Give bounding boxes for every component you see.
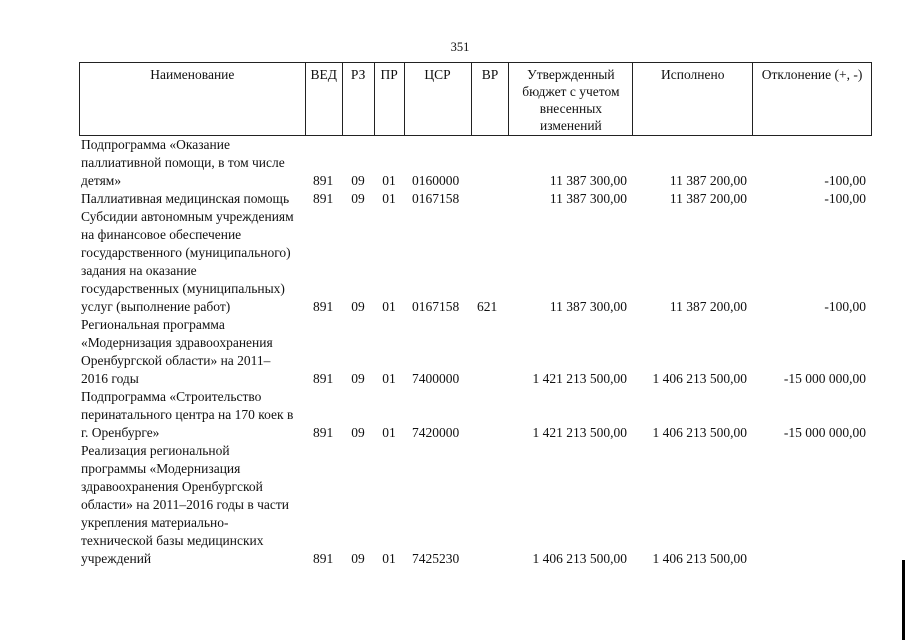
row-executed: 1 406 213 500,00 <box>652 551 747 566</box>
row-pr: 01 <box>382 371 396 386</box>
table-body <box>79 136 872 568</box>
table-row <box>79 190 872 208</box>
row-pr: 01 <box>382 173 396 188</box>
row-rz: 09 <box>351 371 365 386</box>
row-ved: 891 <box>313 551 334 566</box>
row-ved: 891 <box>313 173 334 188</box>
row-ved: 891 <box>313 425 334 440</box>
table-header <box>79 62 872 136</box>
row-deviation: -100,00 <box>824 173 866 188</box>
header-pr: ПР <box>375 63 405 135</box>
table-row <box>79 388 872 442</box>
row-pr: 01 <box>382 425 396 440</box>
row-rz: 09 <box>351 191 365 206</box>
header-vr: ВР <box>472 63 510 135</box>
row-csr: 7400000 <box>412 371 460 386</box>
row-rz: 09 <box>351 425 365 440</box>
row-ved: 891 <box>313 191 334 206</box>
row-approved: 1 421 213 500,00 <box>532 371 627 386</box>
row-name: Подпрограмма «Оказание паллиативной помощи, в том числе детям» <box>81 137 285 188</box>
header-executed: Исполнено <box>633 63 753 135</box>
row-ved: 891 <box>313 299 334 314</box>
header-approved: Утвержденный бюджет с учетом внесенных изменений <box>509 63 633 135</box>
row-rz: 09 <box>351 551 365 566</box>
table-row <box>79 442 872 568</box>
page-number <box>0 38 905 56</box>
row-deviation: -15 000 000,00 <box>783 425 866 440</box>
row-pr: 01 <box>382 191 396 206</box>
header-ved: ВЕД <box>306 63 343 135</box>
table-row <box>79 316 872 388</box>
row-deviation: -100,00 <box>824 191 866 206</box>
row-csr: 0160000 <box>412 173 460 188</box>
row-approved: 1 406 213 500,00 <box>532 551 627 566</box>
row-name: Региональная программа «Модернизация здравоохранения Оренбургской области» на 2011–2016 годы <box>81 317 273 386</box>
row-deviation: -100,00 <box>824 299 866 314</box>
row-ved: 891 <box>313 371 334 386</box>
header-deviation: Отклонение (+, -) <box>753 63 872 135</box>
table-row <box>79 136 872 190</box>
header-rz: РЗ <box>343 63 375 135</box>
row-approved: 11 387 300,00 <box>549 191 627 206</box>
row-csr: 7420000 <box>412 425 460 440</box>
row-rz: 09 <box>351 299 365 314</box>
row-name: Реализация региональной программы «Модернизация здравоохранения Оренбургской области» на 2011–2016 годы в части укрепления материально-технической базы медицинских учреждений <box>81 443 289 566</box>
table-row <box>79 208 872 316</box>
row-rz: 09 <box>351 173 365 188</box>
row-executed: 1 406 213 500,00 <box>652 371 747 386</box>
header-csr: ЦСР <box>405 63 472 135</box>
budget-table <box>79 62 872 568</box>
row-executed: 11 387 200,00 <box>669 191 747 206</box>
row-executed: 11 387 200,00 <box>669 173 747 188</box>
header-name: Наименование <box>80 63 306 135</box>
row-vr: 621 <box>477 299 498 314</box>
page-number-text: 351 <box>450 40 470 54</box>
row-approved: 11 387 300,00 <box>549 173 627 188</box>
row-executed: 1 406 213 500,00 <box>652 425 747 440</box>
row-csr: 0167158 <box>412 299 460 314</box>
row-pr: 01 <box>382 551 396 566</box>
row-name: Субсидии автономным учреждениям на финансовое обеспечение государственного (муниципального) задания на оказание государственных (муниципальных) услуг (выполнение работ) <box>81 209 294 314</box>
row-name: Подпрограмма «Строительство перинатального центра на 170 коек в г. Оренбурге» <box>81 389 294 440</box>
row-name: Паллиативная медицинская помощь <box>81 191 290 206</box>
row-approved: 1 421 213 500,00 <box>532 425 627 440</box>
row-csr: 0167158 <box>412 191 460 206</box>
row-executed: 11 387 200,00 <box>669 299 747 314</box>
row-deviation: -15 000 000,00 <box>783 371 866 386</box>
row-pr: 01 <box>382 299 396 314</box>
row-approved: 11 387 300,00 <box>549 299 627 314</box>
row-csr: 7425230 <box>412 551 460 566</box>
